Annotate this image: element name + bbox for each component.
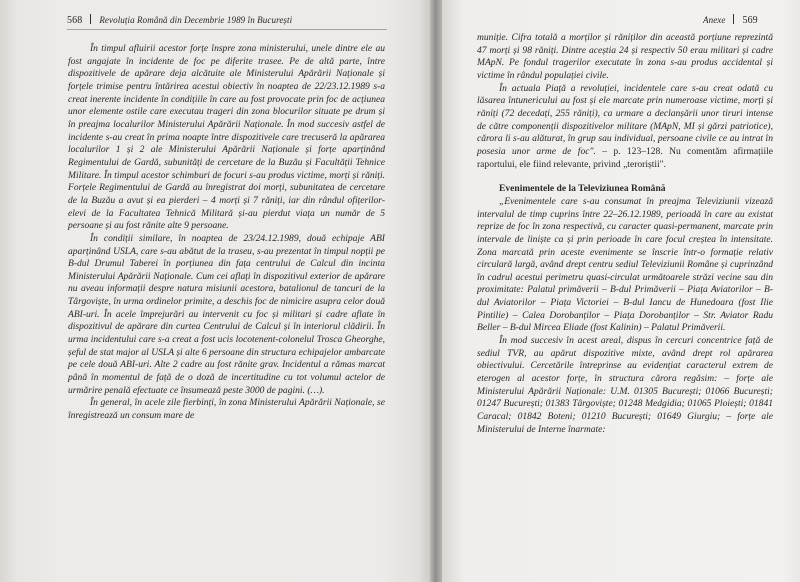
paragraph: În condiții similare, în noaptea de 23/24.12.1989, două echipaje ABI aparținând USLA, care s-au abătut de la traseu, s-au prezentat în timpul nopții pe B-dul Drumul Taberei în porțiunea din fața centrului de Calcul din incinta Ministerului Apărării Naționale. Cum cei aflați în dispozitivul exterior de apărare nu aveau informații despre natura misiunii acestora, batalionul de tancuri de la Târgoviște, în urma ordinelor primite, a deschis foc de nimicire asupra celor două ABI-uri. În acele împrejurări au intervenit cu foc și militari și cadre aflate în dispozitivul de apărare din curtea Centrului de Calcul și în interiorul clădirii. În urma incidentului care s-a creat a fost ucis locotenent-colonelul Trosca Gheorghe, șeful de stat major al USLA și alte 6 persoane din structura echipajelor ambarcate pe cele două ABI-uri. Alte 2 cadre au fost rănite grav. Incidentul a rămas marcat până în momentul de față de o doză de incertitudine cu tot volumul actelor de urmărire penală efectuate ce însumează peste 3000 de pagini. (…).: [68, 232, 385, 396]
paragraph: În timpul afluirii acestor forțe înspre zona ministerului, unele dintre ele au fost angajate în incidente de foc pe diferite trasee. Pe de altă parte, între dispozitivele de apărare deja alcătuite ale Ministerului Apărării Naționale și forțele trimise pentru întărirea acestui obiectiv în noaptea de 22/23.12.1989 s-a creat inerente incidente în condițiile în care au fost provocate prin foc de acțiunea unor elemente ostile care executau trageri din zona blocurilor situate pe drum și în preajma localurilor Ministerului Apărării Naționale. În mod succesiv astfel de incidente s-au creat în prima noapte între dispozitivele care trecuseră la apărarea localurilor 1 și 2 ale Ministerului Apărării Naționale și forțe aparținând Regimentului de Gardă, subunități de cercetare de la Buzău și Facultății Tehnice Militare. În timpul acestor schimburi de focuri s-au produs victime, morți și răniți. Forțele Regimentului de Gardă au înregistrat doi morți, subunitatea de cercetare de la Buzău a avut și ea pierderi – 4 morți și 7 răniți, iar din rândul ofițerilor-elevi de la Facultatea Tehnică Militară și-au pierdut viața un număr de 5 persoane și au fost rănite alte 9 persoane.: [68, 43, 385, 232]
paragraph: În general, în acele zile fierbinți, în zona Ministerului Apărării Naționale, se înregistrează un consum mare de: [68, 397, 385, 422]
right-page-header: [703, 14, 758, 26]
left-header-rule: [67, 29, 387, 30]
paragraph: [477, 83, 773, 172]
left-page-header: [67, 14, 292, 26]
section-title: Evenimentele de la Televiziunea Română: [499, 183, 666, 195]
paragraph-comment: – p. 123–128. Nu comentăm afirmațiile raportului, ele fiind relevante, privind „teroriștii".: [477, 145, 774, 170]
right-page-number: 569: [742, 15, 758, 26]
paragraph: „Evenimentele care s-au consumat în preajma Televiziunii vizează intervalul de timp cuprins între 22–26.12.1989, perioadă în care au existat reprize de foc în zona respectivă, cu caracter quasi-permanent, marcate prin intervale de liniște ca și prin perioade în care focul creștea în intensitate. Zona marcată prin aceste evenimente se înscrie într-o formație relativ circulară largă, având drept centru sediul Televiziunii Române și cuprinzând în cadrul acestui perimetru quasi-circulat următoarele străzi vecine sau din proximitate: Palatul primăverii – B-dul Primăverii – Piața Aviatorilor – B-dul Aviatorilor – Piața Victoriei – B-dul Iancu de Hunedoara (fost Ilie Pintilie) – Calea Dorobanților – Piața Dorobanților – Str. Aviator Radu Beller – B-dul Mircea Eliade (fost Kalinin) – Palatul Primăverii.: [477, 195, 773, 334]
paragraph-quote: În actuala Piață a revoluției, incidentele care s-au creat odată cu lăsarea întunericului au fost și ele marcate prin numeroase victime, morți și răniți (72 decedați, 255 răniți), ca urmare a declanșării unor tiruri intense de către componenții dispozitivelor militare (MApN, MI și gărzi patriotice), cărora li s-au alăturat, în grup sau individual, persoane civile ce au intrat în posesia unor arme de foc".: [477, 82, 773, 157]
right-running-title: Anexe: [703, 15, 726, 25]
paragraph: În mod succesiv în acest areal, dispus în cercuri concentrice față de sediul TVR, au apărut dispozitive mixte, având drept rol apărarea obiectivului. Cercetările întreprinse au evidențiat caracterul extrem de eterogen al acestor forțe, în structura cărora regăsim: – forțe ale Ministerului Apărării Naționale: U.M. 01305 București; 01066 București; 01247 București; 01383 Târgoviște; 01248 Medgidia; 01065 Ploiești; 01841 Caracal; 01842 Boteni; 01210 București; 01649 Giurgiu; – forțe ale Ministerului de Interne înarmate:: [477, 335, 773, 435]
right-page-text: [477, 32, 773, 436]
left-page-number: 568: [67, 15, 83, 26]
paragraph: muniție. Cifra totală a morților și răniților din această porțiune reprezintă 47 morți și 98 răniți. Dintre aceștia 24 și respectiv 50 erau militari și cadre MApN. Pe fondul tragerilor executate în zona s-au produs accidental și victime în rândul populației civile.: [477, 32, 773, 81]
left-page-text: [68, 43, 385, 423]
header-separator: [90, 14, 91, 24]
header-separator: [733, 14, 734, 24]
book-gutter: [430, 0, 442, 582]
left-running-title: Revoluția Română din Decembrie 1989 în București: [99, 15, 293, 25]
